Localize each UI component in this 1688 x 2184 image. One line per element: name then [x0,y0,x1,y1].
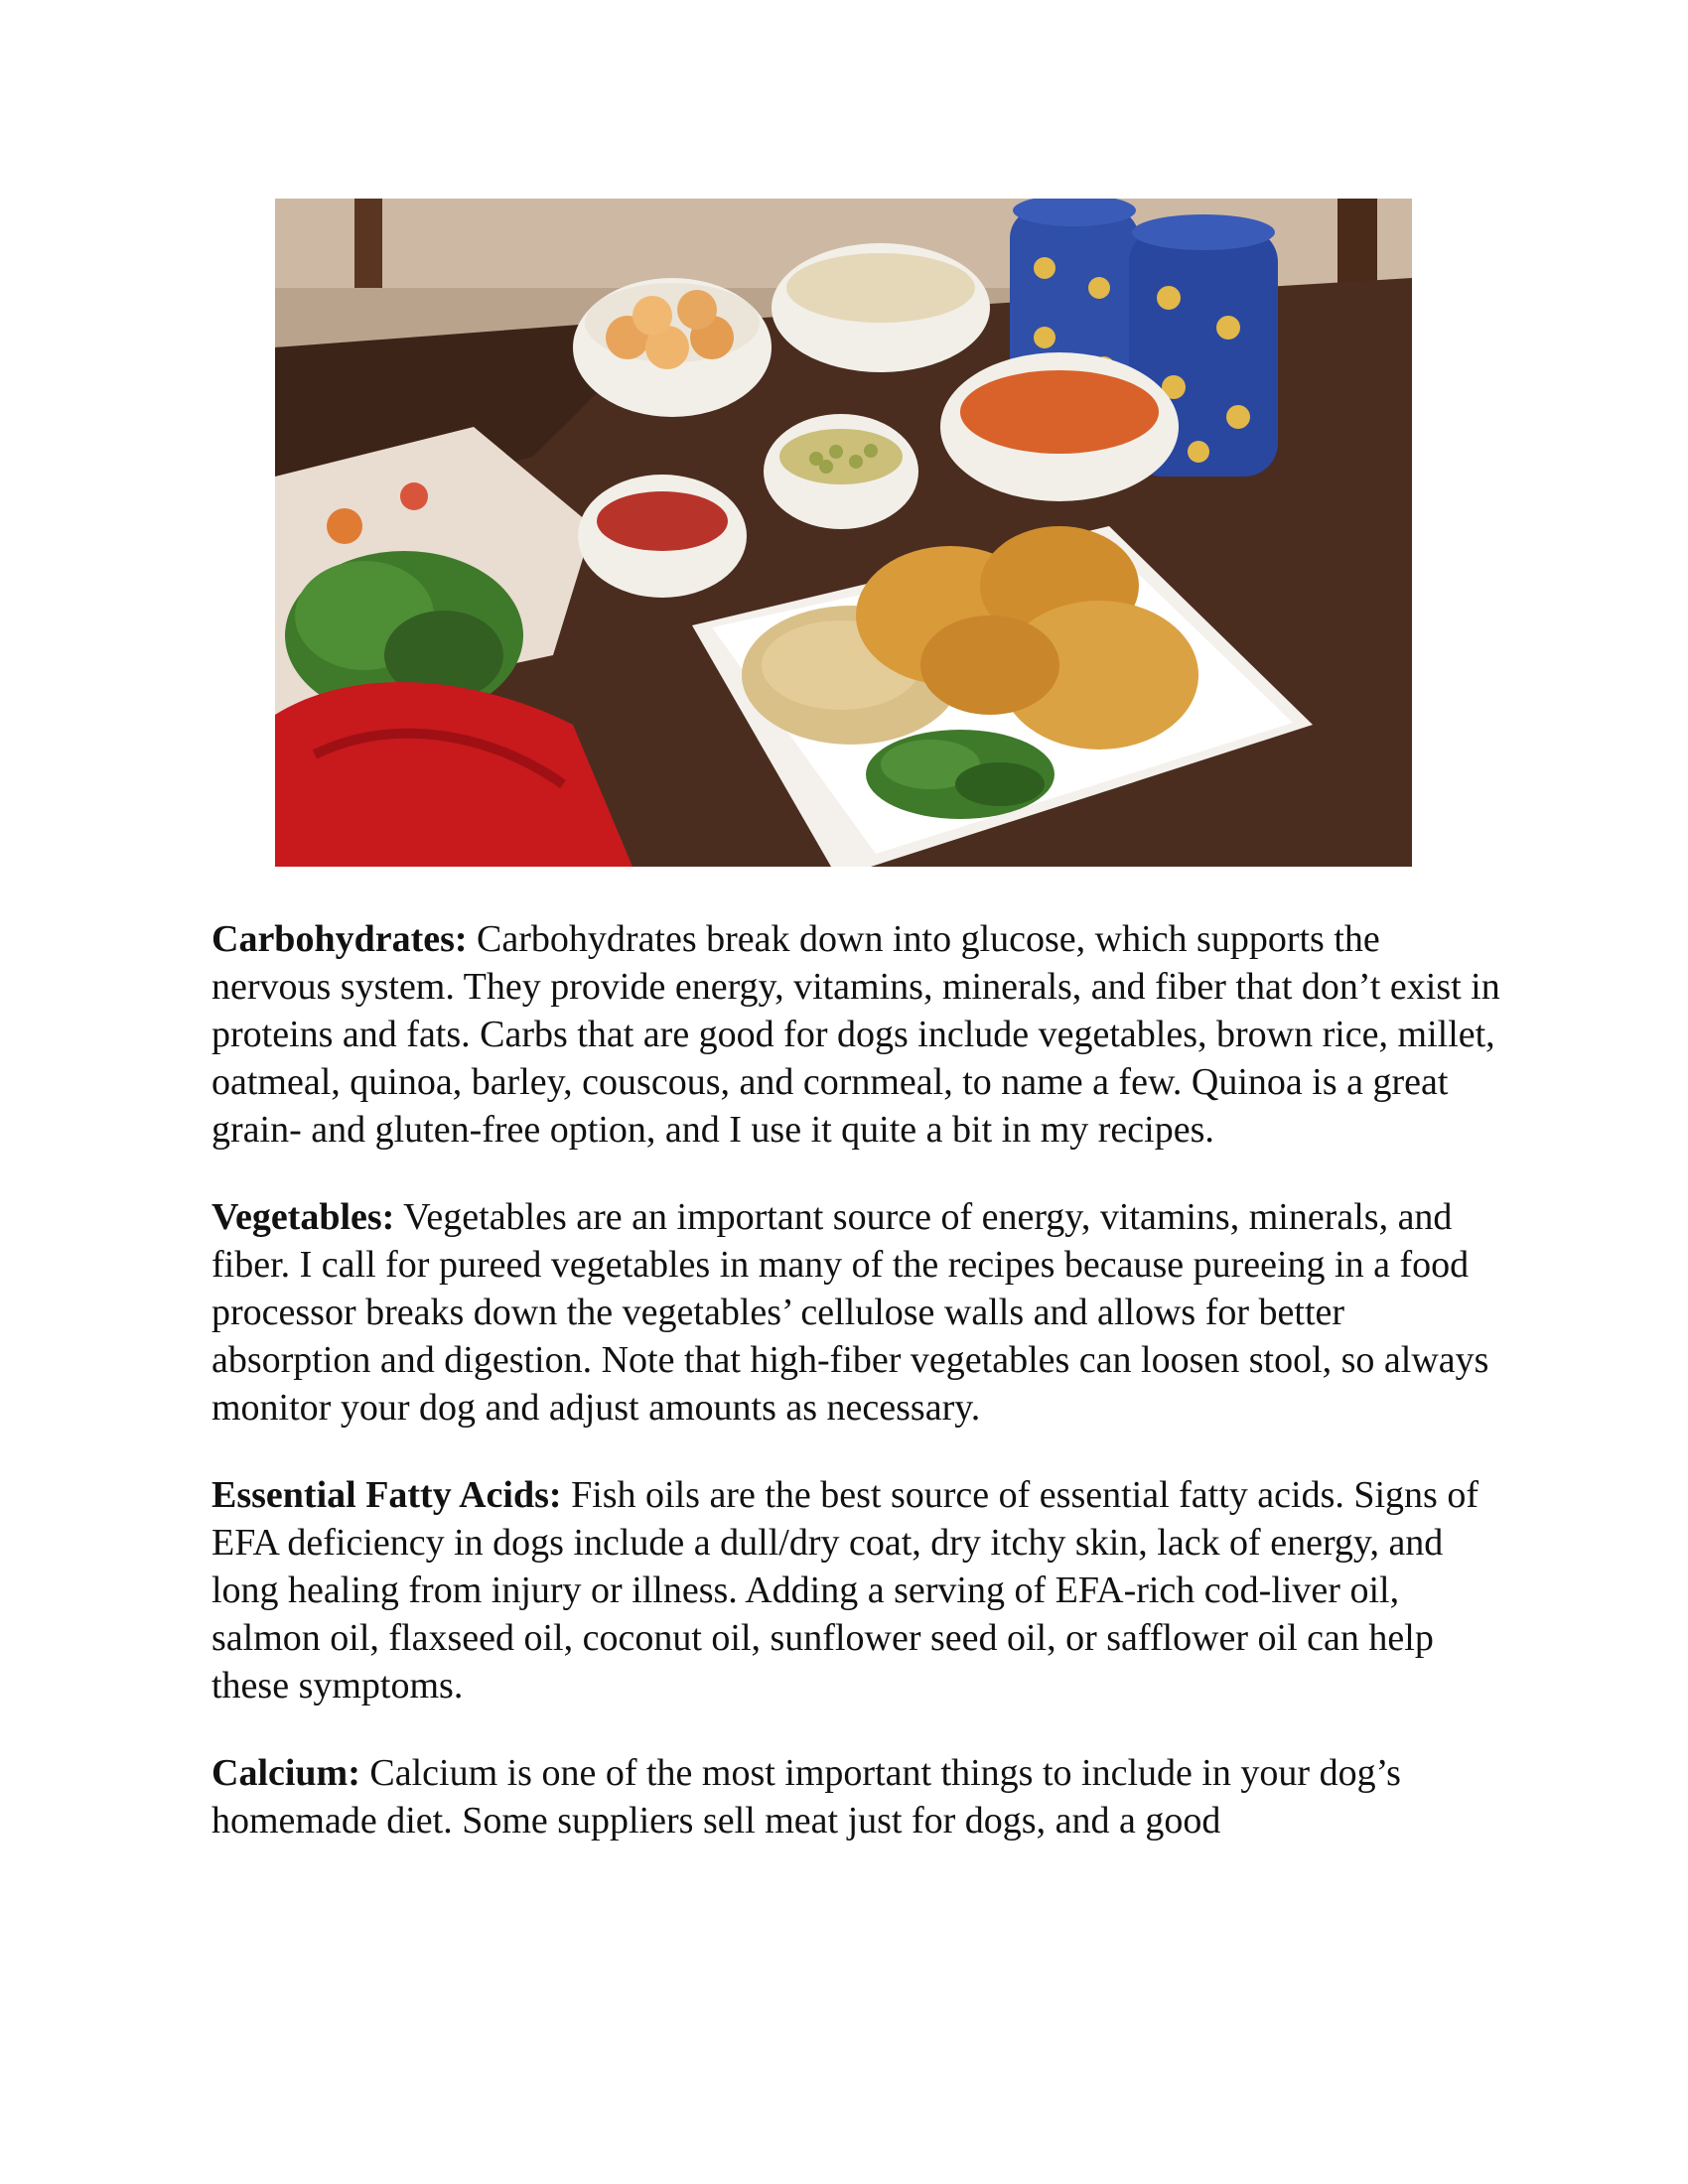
section-heading: Essential Fatty Acids: [211,1474,562,1516]
section-heading: Carbohydrates: [211,918,468,960]
section-heading: Vegetables: [211,1196,395,1238]
food-photo-illustration [275,199,1412,867]
section-vegetables [211,1193,1502,1432]
food-photo [275,199,1412,867]
section-heading: Calcium: [211,1752,360,1794]
section-carbohydrates [211,915,1502,1154]
article-body [211,915,1502,1884]
section-body: Vegetables are an important source of energy, vitamins, minerals, and fiber. I call for pureed vegetables in many of the recipes because pureeing in a food processor breaks down the vegetables’ cellulose walls and allows for better absorption and digestion. Note that high-fiber vegetables can loosen stool, so always monitor your dog and adjust amounts as necessary. [211,1196,1489,1429]
section-essential-fatty-acids [211,1471,1502,1709]
section-body: Fish oils are the best source of essential fatty acids. Signs of EFA deficiency in dogs include a dull/dry coat, dry itchy skin, lack of energy, and long healing from injury or illness. Adding a serving of EFA-rich cod-liver oil, salmon oil, flaxseed oil, coconut oil, sunflower seed oil, or safflower oil can help these symptoms. [211,1474,1478,1706]
section-calcium [211,1749,1502,1844]
section-body: Calcium is one of the most important things to include in your dog’s homemade diet. Some suppliers sell meat just for dogs, and a good [211,1752,1401,1842]
section-body: Carbohydrates break down into glucose, which supports the nervous system. They provide energy, vitamins, minerals, and fiber that don’t exist in proteins and fats. Carbs that are good for dogs include vegetables, brown rice, millet, oatmeal, quinoa, barley, couscous, and cornmeal, to name a few. Quinoa is a great grain- and gluten-free option, and I use it quite a bit in my recipes. [211,918,1500,1151]
